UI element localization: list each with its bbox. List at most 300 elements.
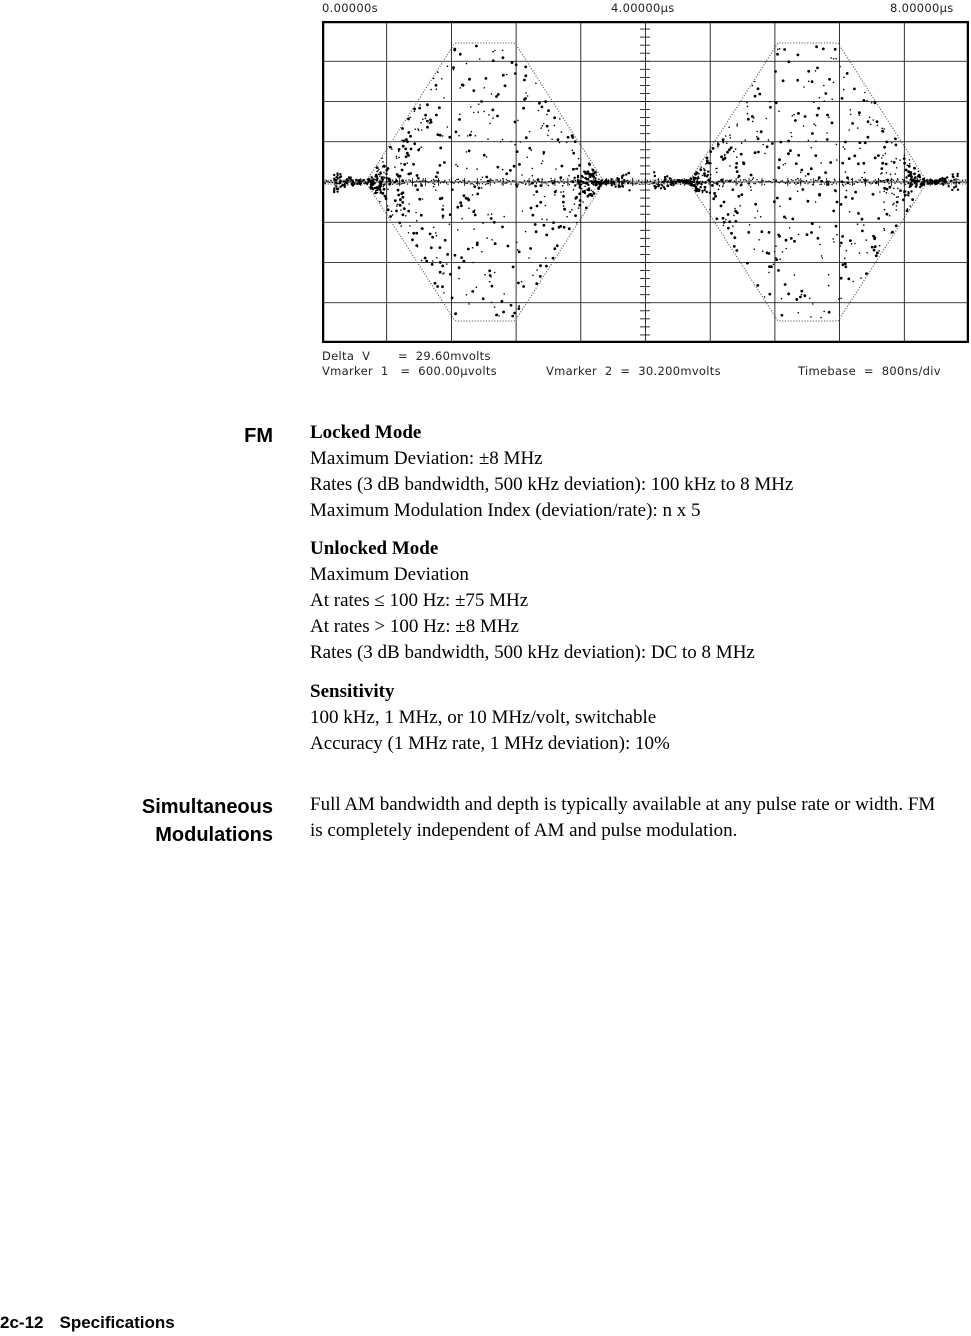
trace-dot xyxy=(918,171,920,173)
trace-dot xyxy=(426,126,429,129)
trace-dot xyxy=(572,150,574,152)
trace-dot xyxy=(483,154,486,157)
trace-dot xyxy=(904,190,906,192)
trace-dot xyxy=(843,185,845,187)
trace-dot xyxy=(853,155,856,158)
trace-dot xyxy=(468,303,470,305)
trace-dot xyxy=(756,179,757,180)
trace-dot xyxy=(731,188,734,191)
trace-dot xyxy=(793,240,796,243)
trace-dot xyxy=(952,176,954,178)
trace-dot xyxy=(775,258,778,261)
trace-dot xyxy=(531,183,532,184)
trace-dot xyxy=(807,70,810,73)
trace-dot xyxy=(797,191,799,193)
trace-dot xyxy=(572,152,575,155)
trace-dot xyxy=(463,260,466,263)
trace-dot xyxy=(797,154,800,157)
trace-dot xyxy=(335,179,337,181)
trace-dot xyxy=(620,181,621,182)
trace-dot xyxy=(923,183,924,184)
trace-dot xyxy=(908,165,911,168)
trace-dot xyxy=(518,163,521,166)
trace-dot xyxy=(716,217,719,220)
trace-dot xyxy=(534,223,537,226)
trace-dot xyxy=(468,180,469,181)
trace-dot xyxy=(810,167,813,170)
trace-dot xyxy=(529,247,532,250)
trace-dot xyxy=(467,183,468,184)
trace-dot xyxy=(816,114,819,117)
trace-dot xyxy=(690,182,691,183)
trace-dot xyxy=(956,182,957,183)
trace-dot xyxy=(946,176,948,178)
trace-dot xyxy=(510,304,513,307)
trace-dot xyxy=(768,139,770,141)
trace-dot xyxy=(726,151,729,154)
trace-dot xyxy=(891,193,893,195)
trace-dot xyxy=(819,184,820,185)
trace-dot xyxy=(551,227,554,230)
trace-dot xyxy=(902,199,905,202)
trace-dot xyxy=(747,113,749,115)
trace-dot xyxy=(826,114,829,117)
trace-dot xyxy=(638,180,639,181)
trace-dot xyxy=(700,166,702,168)
trace-dot xyxy=(350,181,351,182)
trace-dot xyxy=(738,175,741,178)
trace-dot xyxy=(488,269,491,272)
trace-dot xyxy=(385,177,387,179)
trace-dot xyxy=(910,190,912,192)
trace-dot xyxy=(864,92,866,94)
trace-dot xyxy=(910,176,912,178)
trace-dot xyxy=(799,296,802,299)
trace-dot xyxy=(398,151,400,153)
trace-dot xyxy=(596,174,598,176)
trace-dot xyxy=(381,184,382,185)
trace-dot xyxy=(808,140,810,142)
trace-dot xyxy=(651,183,652,184)
trace-dot xyxy=(538,102,541,105)
trace-dot xyxy=(803,125,805,127)
trace-dot xyxy=(878,250,880,252)
sensitivity-line: 100 kHz, 1 MHz, or 10 MHz/volt, switchable xyxy=(310,707,657,728)
trace-dot xyxy=(821,184,822,185)
trace-dot xyxy=(600,180,601,181)
trace-dot xyxy=(768,231,771,234)
trace-dot xyxy=(387,205,389,207)
scope-readout-vmarker2: Vmarker 2 = 30.200mvolts xyxy=(546,364,721,378)
trace-dot xyxy=(498,315,500,317)
trace-dot xyxy=(348,180,349,181)
trace-dot xyxy=(814,154,817,157)
trace-dot xyxy=(849,184,850,185)
trace-dot xyxy=(478,187,481,190)
trace-dot xyxy=(524,74,527,77)
trace-dot xyxy=(907,194,909,196)
trace-dot xyxy=(897,188,899,190)
trace-dot xyxy=(835,225,838,228)
trace-dot xyxy=(517,282,520,285)
trace-dot xyxy=(594,171,597,174)
trace-dot xyxy=(933,181,934,182)
trace-dot xyxy=(340,175,342,177)
trace-dot xyxy=(629,181,630,182)
trace-dot xyxy=(526,157,528,159)
trace-dot xyxy=(735,166,738,169)
trace-dot xyxy=(460,204,463,207)
trace-dot xyxy=(836,159,838,161)
trace-dot xyxy=(439,134,442,137)
trace-dot xyxy=(773,200,776,203)
trace-dot xyxy=(627,180,628,181)
trace-dot xyxy=(671,181,672,182)
trace-dot xyxy=(436,235,438,237)
trace-dot xyxy=(425,260,428,263)
trace-dot xyxy=(851,197,854,200)
trace-dot xyxy=(865,272,868,275)
trace-dot xyxy=(653,182,654,183)
trace-dot xyxy=(861,182,862,183)
trace-dot xyxy=(810,147,812,149)
trace-dot xyxy=(655,186,657,188)
trace-dot xyxy=(418,129,420,131)
trace-dot xyxy=(822,181,823,182)
trace-dot xyxy=(343,180,345,182)
trace-dot xyxy=(582,201,584,203)
trace-dot xyxy=(785,218,787,220)
trace-dot xyxy=(410,180,411,181)
trace-dot xyxy=(936,183,937,184)
trace-dot xyxy=(841,162,844,165)
trace-dot xyxy=(503,181,504,182)
trace-dot xyxy=(754,151,757,154)
trace-dot xyxy=(844,196,847,199)
trace-dot xyxy=(416,174,419,177)
trace-dot xyxy=(496,166,499,169)
trace-dot xyxy=(618,182,619,183)
trace-dot xyxy=(879,245,881,247)
trace-dot xyxy=(574,214,577,217)
trace-dot xyxy=(480,179,481,180)
trace-dot xyxy=(415,232,418,235)
trace-dot xyxy=(435,175,438,178)
trace-dot xyxy=(535,83,537,85)
trace-dot xyxy=(409,117,411,119)
trace-dot xyxy=(357,179,358,180)
trace-dot xyxy=(800,172,802,174)
trace-dot xyxy=(656,183,657,184)
trace-dot xyxy=(374,179,375,180)
trace-dot xyxy=(494,306,496,308)
trace-dot xyxy=(377,179,378,180)
trace-dot xyxy=(438,106,441,109)
trace-dot xyxy=(509,169,512,172)
trace-dot xyxy=(621,177,623,179)
trace-dot xyxy=(572,168,575,171)
trace-dot xyxy=(840,277,843,280)
trace-dot xyxy=(816,180,817,181)
trace-dot xyxy=(935,184,936,185)
trace-dot xyxy=(779,48,781,50)
trace-dot xyxy=(429,181,430,182)
trace-dot xyxy=(857,223,859,225)
trace-dot xyxy=(539,275,542,278)
trace-dot xyxy=(752,179,753,180)
trace-dot xyxy=(675,183,676,184)
trace-dot xyxy=(708,183,709,184)
trace-dot xyxy=(561,165,564,168)
trace-dot xyxy=(575,180,576,181)
trace-dot xyxy=(883,187,886,190)
trace-dot xyxy=(507,245,510,248)
trace-dot xyxy=(594,177,596,179)
trace-dot xyxy=(542,125,544,127)
trace-dot xyxy=(777,49,779,51)
trace-dot xyxy=(415,212,417,214)
trace-dot xyxy=(695,183,696,184)
trace-dot xyxy=(470,183,471,184)
scope-readout-vmarker1: Vmarker 1 = 600.00µvolts xyxy=(322,364,497,378)
trace-dot xyxy=(838,298,840,300)
trace-dot xyxy=(903,180,905,182)
trace-dot xyxy=(337,188,339,190)
trace-dot xyxy=(566,142,568,144)
sensitivity-title: Sensitivity xyxy=(310,681,395,702)
trace-dot xyxy=(895,144,898,147)
trace-dot xyxy=(884,209,886,211)
trace-dot xyxy=(502,169,504,171)
trace-dot xyxy=(754,217,756,219)
trace-dot xyxy=(578,184,580,186)
trace-dot xyxy=(885,141,888,144)
trace-dot xyxy=(762,250,764,252)
trace-dot xyxy=(867,136,870,139)
trace-dot xyxy=(466,168,468,170)
trace-dot xyxy=(541,163,543,165)
trace-dot xyxy=(816,67,819,70)
trace-dot xyxy=(881,172,883,174)
trace-dot xyxy=(809,298,811,300)
trace-dot xyxy=(720,181,721,182)
trace-dot xyxy=(540,182,541,183)
trace-dot xyxy=(466,151,468,153)
trace-dot xyxy=(777,166,780,169)
trace-dot xyxy=(761,181,762,182)
trace-dot xyxy=(467,135,469,137)
trace-dot xyxy=(456,206,459,209)
trace-dot xyxy=(449,179,450,180)
trace-dot xyxy=(633,183,634,184)
trace-dot xyxy=(963,182,964,183)
trace-dot xyxy=(422,198,424,200)
trace-dot xyxy=(701,190,703,192)
trace-dot xyxy=(912,179,913,180)
trace-dot xyxy=(770,265,773,268)
trace-dot xyxy=(841,97,844,100)
fm-unlocked-block xyxy=(310,536,755,666)
trace-dot xyxy=(787,140,790,143)
trace-dot xyxy=(700,186,702,188)
trace-dot xyxy=(362,180,363,181)
trace-dot xyxy=(429,119,432,122)
trace-dot xyxy=(401,201,404,204)
trace-dot xyxy=(840,203,843,206)
trace-dot xyxy=(395,181,396,182)
trace-dot xyxy=(395,210,398,213)
trace-dot xyxy=(820,162,822,164)
trace-dot xyxy=(451,297,454,300)
trace-dot xyxy=(954,182,955,183)
trace-dot xyxy=(948,185,950,187)
trace-dot xyxy=(338,183,339,184)
trace-dot xyxy=(405,155,408,158)
trace-dot xyxy=(524,180,525,181)
trace-dot xyxy=(819,244,821,246)
trace-dot xyxy=(818,179,819,180)
trace-dot xyxy=(423,178,425,180)
trace-dot xyxy=(339,182,341,184)
trace-dot xyxy=(502,178,504,180)
trace-dot xyxy=(807,183,808,184)
trace-dot xyxy=(736,125,738,127)
trace-dot xyxy=(791,218,794,221)
trace-dot xyxy=(919,186,921,188)
trace-dot xyxy=(796,79,799,82)
trace-dot xyxy=(426,120,429,123)
trace-dot xyxy=(477,182,478,183)
trace-dot xyxy=(401,183,402,184)
trace-dot xyxy=(846,72,849,75)
trace-dot xyxy=(378,174,380,176)
trace-dot xyxy=(813,182,814,183)
trace-dot xyxy=(414,181,415,182)
trace-dot xyxy=(383,188,386,191)
trace-dot xyxy=(401,127,404,130)
trace-dot xyxy=(859,252,861,254)
trace-dot xyxy=(389,183,390,184)
trace-dot xyxy=(336,190,338,192)
trace-dot xyxy=(553,116,556,119)
trace-dot xyxy=(741,182,742,183)
trace-dot xyxy=(812,184,813,185)
trace-dot xyxy=(366,183,367,184)
trace-dot xyxy=(554,194,556,196)
trace-dot xyxy=(733,215,735,217)
trace-dot xyxy=(615,180,616,181)
trace-dot xyxy=(430,246,433,249)
trace-dot xyxy=(492,59,495,62)
trace-dot xyxy=(443,182,444,183)
trace-dot xyxy=(680,184,681,185)
trace-dot xyxy=(377,170,379,172)
trace-dot xyxy=(666,182,667,183)
trace-dot xyxy=(423,180,424,181)
trace-dot xyxy=(383,179,384,180)
trace-dot xyxy=(617,181,618,182)
trace-dot xyxy=(861,230,864,233)
trace-dot xyxy=(854,243,856,245)
trace-dot xyxy=(811,132,814,135)
trace-dot xyxy=(452,182,453,183)
trace-dot xyxy=(407,118,410,121)
trace-dot xyxy=(757,137,760,140)
trace-dot xyxy=(550,178,552,180)
unlocked-line: Maximum Deviation xyxy=(310,564,469,585)
trace-dot xyxy=(720,205,723,208)
trace-dot xyxy=(669,182,670,183)
trace-dot xyxy=(433,179,435,181)
trace-dot xyxy=(405,138,408,141)
trace-dot xyxy=(529,131,531,133)
trace-dot xyxy=(399,198,402,201)
trace-dot xyxy=(553,247,556,250)
trace-dot xyxy=(381,176,383,178)
trace-dot xyxy=(578,207,580,209)
trace-dot xyxy=(867,179,868,180)
trace-dot xyxy=(581,180,582,181)
trace-dot xyxy=(379,201,381,203)
trace-dot xyxy=(447,65,449,67)
trace-dot xyxy=(878,179,879,180)
trace-dot xyxy=(383,186,385,188)
trace-dot xyxy=(730,232,733,235)
locked-line: Maximum Deviation: ±8 MHz xyxy=(310,448,543,469)
trace-dot xyxy=(402,183,403,184)
trace-dot xyxy=(694,173,697,176)
trace-dot xyxy=(535,282,538,285)
page-number: 2c-12 xyxy=(0,1313,44,1332)
trace-dot xyxy=(486,156,488,158)
trace-dot xyxy=(824,100,826,102)
trace-dot xyxy=(416,180,417,181)
trace-dot xyxy=(416,188,419,191)
trace-dot xyxy=(504,183,505,184)
scope-readout-delta-v: Delta V = 29.60mvolts xyxy=(322,349,491,363)
locked-line: Maximum Modulation Index (deviation/rate): n x 5 xyxy=(310,500,701,521)
trace-dot xyxy=(514,144,516,146)
trace-dot xyxy=(501,226,504,229)
trace-dot xyxy=(534,180,535,181)
trace-dot xyxy=(825,182,826,183)
trace-dot xyxy=(603,181,604,182)
trace-dot xyxy=(570,181,571,182)
trace-dot xyxy=(424,257,427,260)
trace-dot xyxy=(587,179,588,180)
trace-dot xyxy=(392,184,393,185)
trace-dot xyxy=(593,182,594,183)
trace-dot xyxy=(795,162,798,165)
trace-dot xyxy=(903,157,906,160)
trace-dot xyxy=(797,112,800,115)
unlocked-line: At rates > 100 Hz: ±8 MHz xyxy=(310,616,519,637)
trace-dot xyxy=(753,177,755,179)
trace-dot xyxy=(551,180,552,181)
trace-dot xyxy=(741,142,743,144)
trace-dot xyxy=(628,189,630,191)
trace-dot xyxy=(457,229,459,231)
trace-dot xyxy=(394,199,397,202)
trace-dot xyxy=(803,181,804,182)
trace-dot xyxy=(768,252,771,255)
trace-dot xyxy=(815,70,817,72)
trace-dot xyxy=(886,213,889,216)
trace-dot xyxy=(910,172,912,174)
trace-dot xyxy=(851,243,853,245)
trace-dot xyxy=(882,180,883,181)
trace-dot xyxy=(419,181,420,182)
